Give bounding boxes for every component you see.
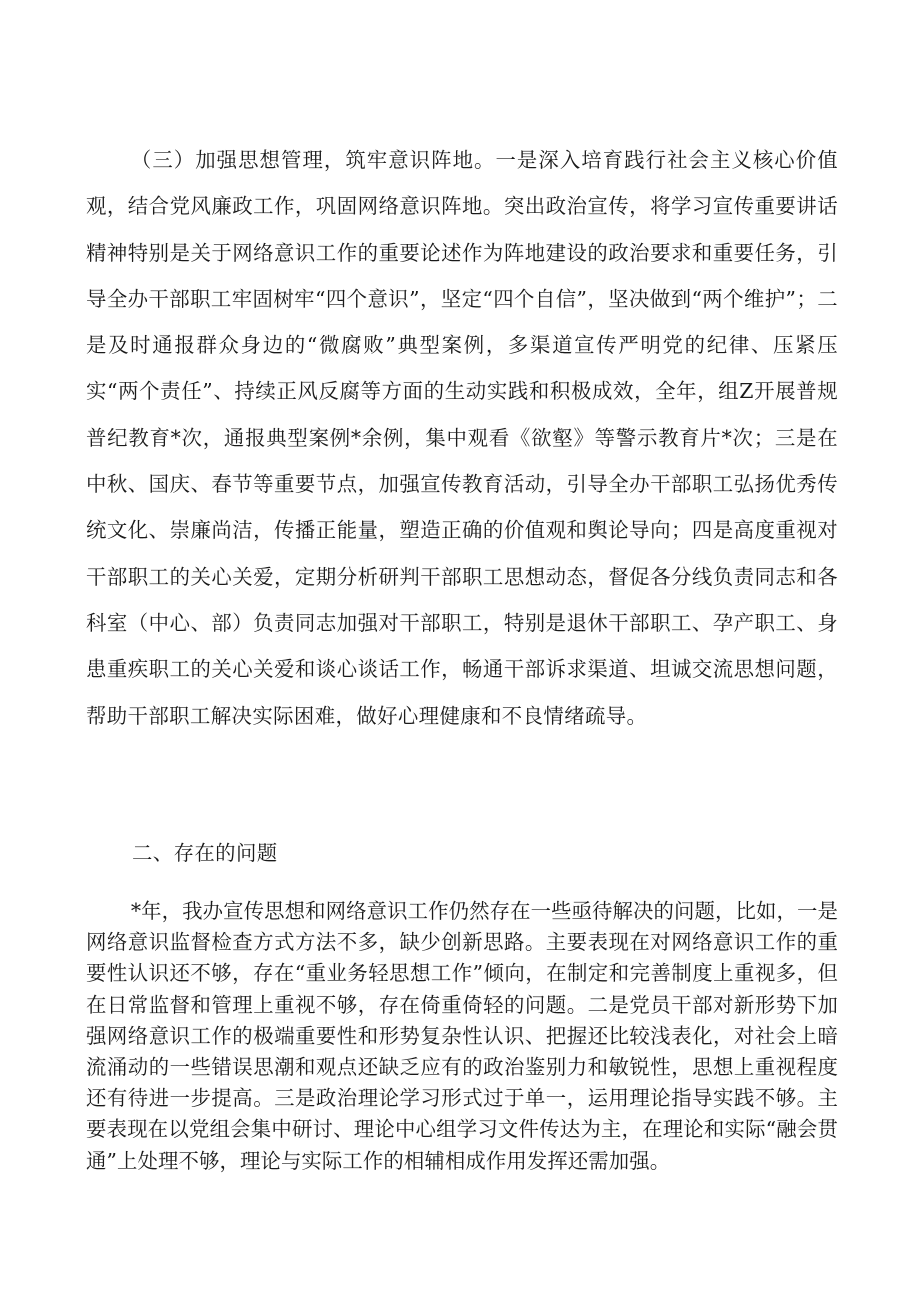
section-3-paragraph: （三）加强思想管理，筑牢意识阵地。一是深入培育践行社会主义核心价值观，结合党风廉政工作，巩固网络意识阵地。突出政治宣传，将学习宣传重要讲话精神特别是关于网络意识工作的重要论述作为阵地建设的政治要求和重要任务，引导全办干部职工牢固树牢“四个意识”，坚定“四个自信”，坚决做到“两个维护”；二是及时通报群众身边的“微腐败”典型案例，多渠道宣传严明党的纪律、压紧压实“两个责任”、持续正风反腐等方面的生动实践和积极成效，全年，组Z开展普规普纪教育*次，通报典型案例*余例，集中观看《欲壑》等警示教育片*次；三是在中秋、国庆、春节等重要节点，加强宣传教育活动，引导全办干部职工弘扬优秀传统文化、崇廉尚洁，传播正能量，塑造正确的价值观和舆论导向；四是高度重视对干部职工的关心关爱，定期分析研判干部职工思想动态，督促各分线负责同志和各科室（中心、部）负责同志加强对干部职工，特别是退休干部职工、孕产职工、身患重疾职工的关心关爱和谈心谈话工作，畅通干部诉求渠道、坦诚交流思想问题，帮助干部职工解决实际困难，做好心理健康和不良情绪疏导。 bbox=[86, 148, 838, 728]
problems-paragraph: *年，我办宣传思想和网络意识工作仍然存在一些亟待解决的问题，比如，一是网络意识监督检查方式方法不多，缺少创新思路。主要表现在对网络意识工作的重要性认识还不够，存在“重业务轻思想工作”倾向，在制定和完善制度上重视多，但在日常监督和管理上重视不够，存在倚重倚轻的问题。二是党员干部对新形势下加强网络意识工作的极端重要性和形势复杂性认识、把握还比较浅表化，对社会上暗流涌动的一些错误思潮和观点还缺乏应有的政治鉴别力和敏锐性，思想上重视程度还有待进一步提高。三是政治理论学习形式过于单一，运用理论指导实践不够。主要表现在以党组会集中研讨、理论中心组学习文件传达为主，在理论和实际“融会贯通”上处理不够，理论与实际工作的相辅相成作用发挥还需加强。 bbox=[86, 899, 838, 1173]
section-2-heading: 二、存在的问题 bbox=[132, 841, 278, 865]
